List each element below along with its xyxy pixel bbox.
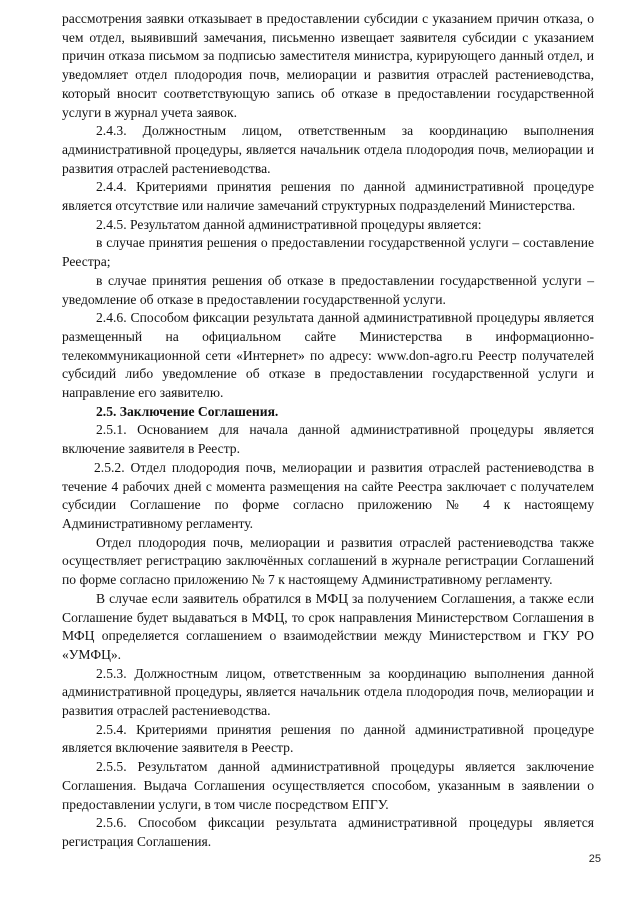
paragraph-2-4-5: 2.4.5. Результатом данной административной процедуры является: <box>96 216 482 232</box>
document-page <box>62 10 594 852</box>
paragraph-2-5-6: 2.5.6. Способом фиксации результата административной процедуры является регистрация Соглашения. <box>62 815 594 849</box>
paragraph-2-5-4: 2.5.4. Критериями принятия решения по данной административной процедуре является включение заявителя в Реестр. <box>62 721 594 756</box>
paragraph-2-5-1: 2.5.1. Основанием для начала данной административной процедуры является включение заявителя в Реестр. <box>62 422 594 457</box>
section-heading-2-5: 2.5. Заключение Соглашения. <box>96 403 279 419</box>
paragraph-2-5-5: 2.5.5. Результатом данной административной процедуры является заключение Соглашения. Выдача Соглашения осуществляется способом, указанным в заявлении о предоставлении услуги, в том числе посредством ЕПГУ. <box>62 759 594 812</box>
page-number: 25 <box>588 853 601 865</box>
paragraph-2-4-6: 2.4.6. Способом фиксации результата данной административной процедуры является размещенный на официальном сайте Министерства в информационно-телекоммуникационной сети «Интернет» по адресу: www.don-agro.ru Реестр получателей субсидий либо уведомление об отказе в предоставлении государственной услуги и направление его заявителю. <box>62 310 594 401</box>
paragraph-registration: Отдел плодородия почв, мелиорации и развития отраслей растениеводства также осуществляет регистрацию заключённых соглашений в журнале регистрации Соглашений по форме согласно приложению № 7 к настоящему Административному регламенту. <box>62 534 594 588</box>
paragraph-2-4-3: 2.4.3. Должностным лицом, ответственным за координацию выполнения административной процедуры, является начальник отдела плодородия почв, мелиорации и развития отраслей растениеводства. <box>62 123 594 176</box>
paragraph-2-5-2: 2.5.2. Отдел плодородия почв, мелиорации и развития отраслей растениеводства в течение 4 рабочих дней с момента размещения на сайте Реестра заключает с получателем субсидии Соглашение по форме согласно приложению № 4 к настоящему Административному регламенту. <box>62 459 594 531</box>
paragraph-2-4-5-item-approval: в случае принятия решения о предоставлении государственной услуги – составление Реестра; <box>62 235 594 270</box>
paragraph-2-4-5-item-refusal: в случае принятия решения об отказе в предоставлении государственной услуги – уведомление об отказе в предоставлении государственной услуги. <box>62 272 594 307</box>
paragraph-2-4-4: 2.4.4. Критериями принятия решения по данной административной процедуре является отсутствие или наличие замечаний структурных подразделений Министерства. <box>62 179 594 214</box>
paragraph-refusal-notice: рассмотрения заявки отказывает в предоставлении субсидии с указанием причин отказа, о чем отдел, выявивший замечания, письменно извещает заявителя субсидии с указанием причин отказа письмом за подписью заместителя министра, курирующего данный отдел, и уведомляет отдел плодородия почв, мелиорации и развития отраслей растениеводства, который вносит соответствующую запись об отказе в предоставлении государственной услуги в журнал учета заявок. <box>62 11 594 120</box>
paragraph-mfc: В случае если заявитель обратился в МФЦ за получением Соглашения, а также если Соглашение будет выдаваться в МФЦ, то срок направления Министерством Соглашения в МФЦ определяется соглашением о взаимодействии между Министерством и ГКУ РО «УМФЦ». <box>62 590 594 662</box>
paragraph-2-5-3: 2.5.3. Должностным лицом, ответственным за координацию выполнения данной административной процедуры, является начальник отдела плодородия почв, мелиорации и развития отраслей растениеводства. <box>62 665 594 719</box>
